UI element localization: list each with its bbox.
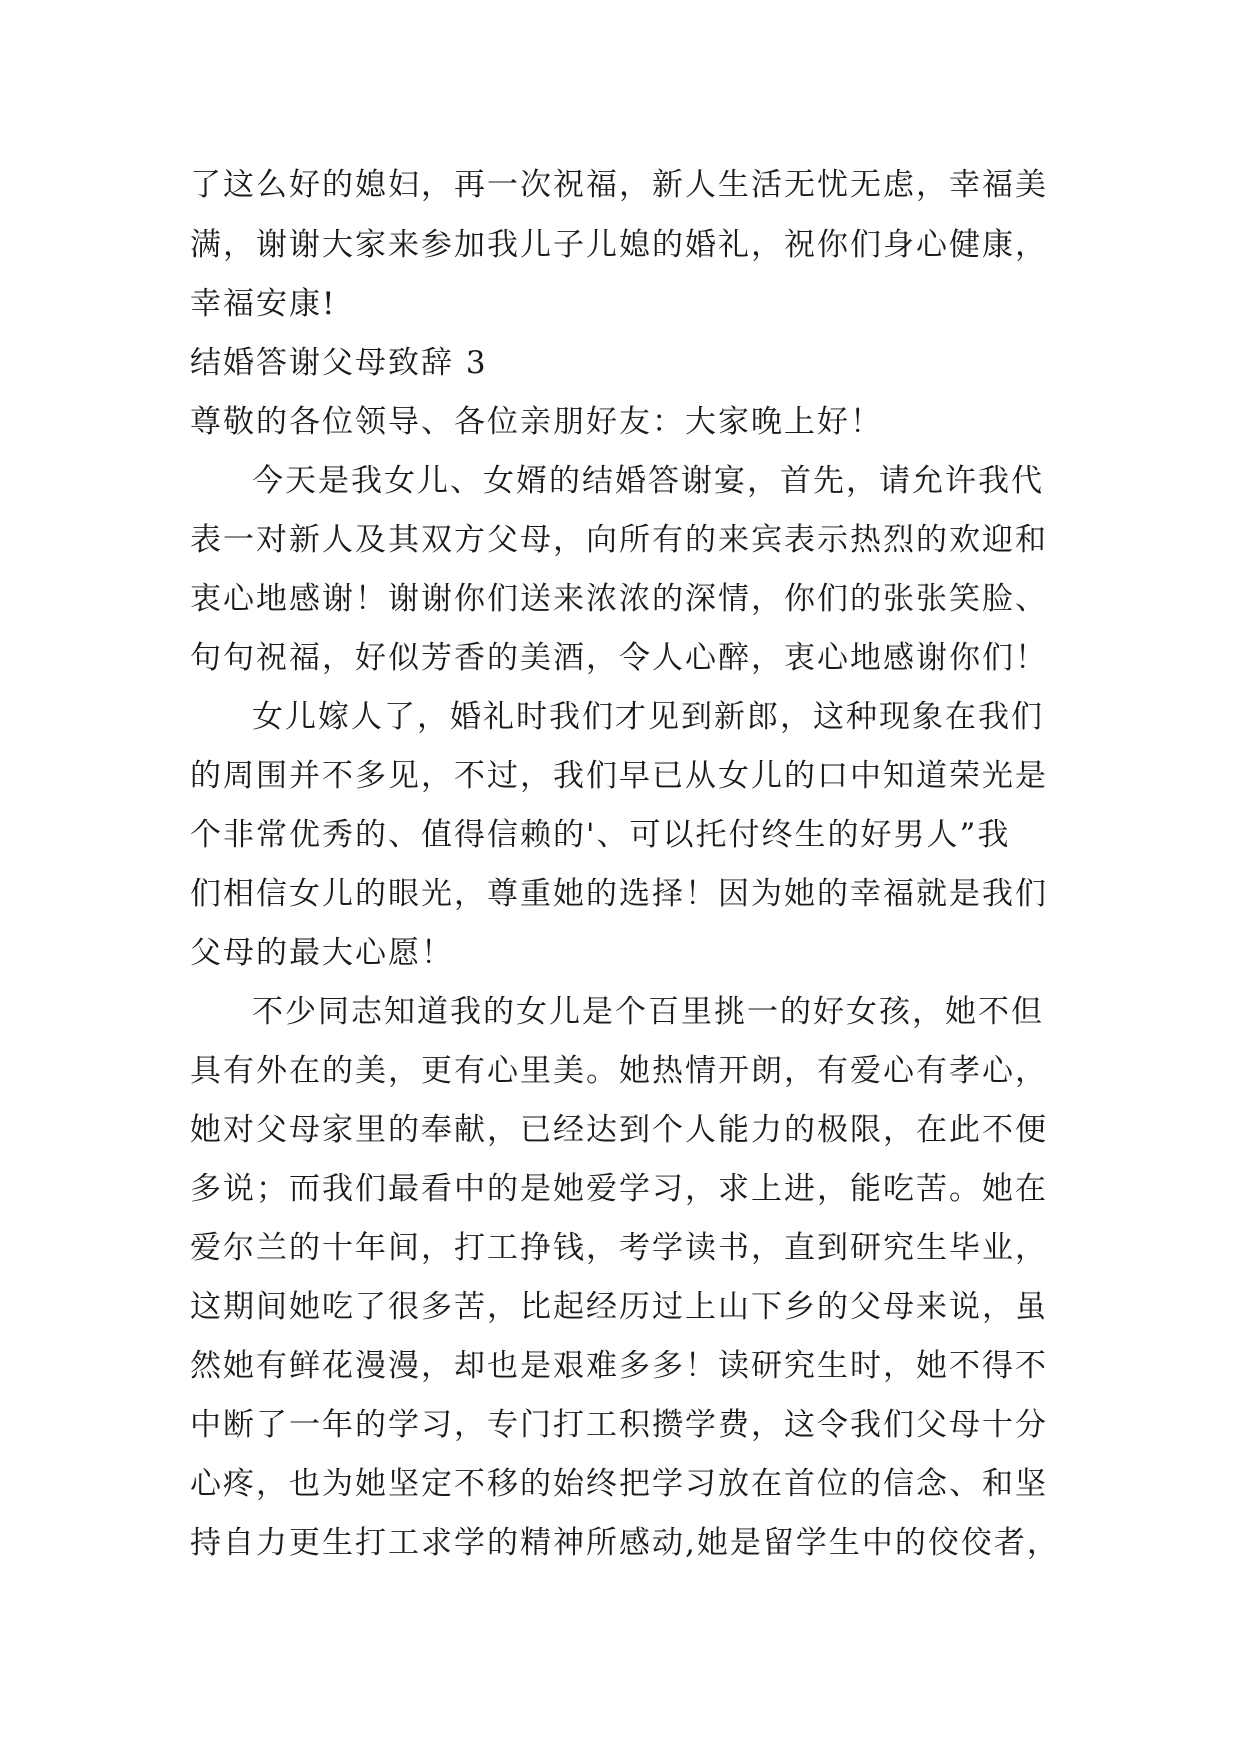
text-line: 的周围并不多见，不过，我们早已从女儿的口中知道荣光是: [190, 758, 1048, 794]
text-line: 衷心地感谢！谢谢你们送来浓浓的深情，你们的张张笑脸、: [190, 581, 1048, 617]
text-line: 具有外在的美，更有心里美。她热情开朗，有爱心有孝心，: [190, 1053, 1048, 1089]
salutation: 尊敬的各位领导、各位亲朋好友：大家晚上好！: [190, 404, 883, 440]
text-line: 持自力更生打工求学的精神所感动,她是留学生中的佼佼者，: [190, 1525, 1060, 1561]
text-line: 父母的最大心愿！: [190, 935, 454, 971]
text-line: 多说；而我们最看中的是她爱学习，求上进，能吃苦。她在: [190, 1171, 1048, 1207]
text-line: 了这么好的媳妇，再一次祝福，新人生活无忧无虑，幸福美: [190, 167, 1048, 203]
paragraph-start: 女儿嫁人了，婚礼时我们才见到新郎，这种现象在我们: [252, 699, 1044, 735]
text-line: 满，谢谢大家来参加我儿子儿媳的婚礼，祝你们身心健康，: [190, 227, 1048, 263]
paragraph-start: 不少同志知道我的女儿是个百里挑一的好女孩，她不但: [252, 994, 1044, 1030]
text-line: 们相信女儿的眼光，尊重她的选择！因为她的幸福就是我们: [190, 876, 1048, 912]
paragraph-start: 今天是我女儿、女婿的结婚答谢宴，首先，请允许我代: [252, 463, 1044, 499]
text-line: 心疼，也为她坚定不移的始终把学习放在首位的信念、和坚: [190, 1466, 1048, 1502]
section-title: 结婚答谢父母致辞 3: [190, 345, 488, 381]
text-line: 个非常优秀的、值得信赖的'、可以托付终生的好男人”我: [190, 817, 1011, 853]
text-line: 句句祝福，好似芳香的美酒，令人心醉，衷心地感谢你们！: [190, 640, 1048, 676]
text-line: 她对父母家里的奉献，已经达到个人能力的极限，在此不便: [190, 1112, 1048, 1148]
text-line: 然她有鲜花漫漫，却也是艰难多多！读研究生时，她不得不: [190, 1348, 1048, 1384]
text-line: 爱尔兰的十年间，打工挣钱，考学读书，直到研究生毕业，: [190, 1230, 1048, 1266]
text-line: 中断了一年的学习，专门打工积攒学费，这令我们父母十分: [190, 1407, 1048, 1443]
text-line: 这期间她吃了很多苦，比起经历过上山下乡的父母来说，虽: [190, 1289, 1048, 1325]
text-line: 幸福安康!: [190, 286, 337, 322]
text-line: 表一对新人及其双方父母，向所有的来宾表示热烈的欢迎和: [190, 522, 1048, 558]
